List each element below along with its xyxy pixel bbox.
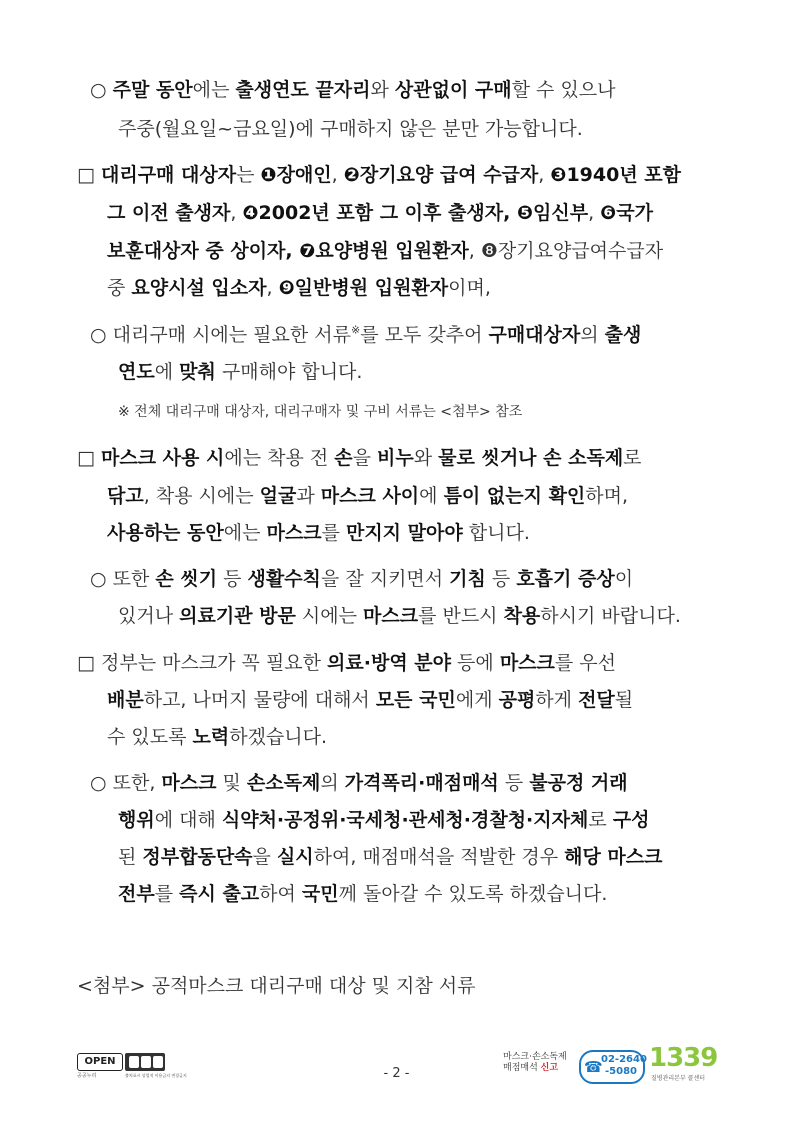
text-run: 께 돌아갈 수 있도록 하겠습니다. [338,883,608,905]
text-line [118,115,583,143]
text-run: 을 [252,846,277,868]
text-run: ※ [351,323,361,337]
text-line [118,358,362,386]
bold-text: 정부합동단속 [142,846,253,868]
bold-text: 가격폭리·매점매석 [344,772,499,794]
bold-text: 물로 씻거나 손 소독제 [438,447,624,469]
text-run: 에는 [192,79,236,101]
text-line [77,444,642,472]
bold-text: 마스크 [363,605,419,627]
open-label: OPEN [77,1053,123,1071]
text-run: ○ 또한, [90,772,162,794]
text-line [90,769,628,797]
bold-text: 마스크 [266,522,322,544]
text-line [77,161,681,189]
text-run: 등 [485,568,517,590]
text-run: □ [77,164,101,186]
text-run: 하며, [585,485,629,507]
bold-text: 손 씻기 [155,568,218,590]
text-run: 는 [236,164,261,186]
bold-text: 손 [334,447,353,469]
bold-text: 마스크 [161,772,217,794]
bold-text: 기침 [449,568,486,590]
bold-text: 틈이 없는지 확인 [443,485,586,507]
bold-text: 해당 마스크 [564,846,663,868]
text-line [90,76,616,104]
text-line [107,274,491,302]
bold-text: 손소독제 [246,772,321,794]
text-run: 등 [498,772,530,794]
phone-badge [579,1050,645,1084]
report-line-2 [503,1063,558,1074]
text-run: 의 [580,324,605,346]
bold-text: 실시 [276,846,314,868]
text-line [107,723,327,751]
text-line [118,806,649,834]
text-line [107,199,653,227]
text-run: 로 [588,809,613,831]
bold-text: 대리구매 대상자 [101,164,237,186]
text-run: 하고, 나머지 물량에 대해서 [143,689,376,711]
bold-text: 사용하는 동안 [107,522,224,544]
text-run: 수 있도록 [107,726,193,748]
bold-text: 닦고 [107,485,144,507]
bold-text: 주말 동안 [112,79,193,101]
text-run: 할 수 있으나 [511,79,616,101]
phone-number-2: -5080 [605,1066,637,1077]
text-line [118,880,607,908]
bold-text: 출생 [604,324,642,346]
text-run: 와 [370,79,395,101]
text-line [107,237,663,265]
text-run: 및 [216,772,247,794]
text-run: 에는 착용 전 [224,447,335,469]
report-word: 신고 [540,1063,559,1073]
open-sub-label: 공공누리 [77,1073,97,1079]
bold-text: 노력 [192,726,230,748]
bold-text: ❹2002년 포함 그 이후 출생자, ❺임신부 [242,202,589,224]
text-line [118,602,681,630]
text-run: 을 잘 지키면서 [320,568,450,590]
text-run: 하여 [259,883,302,905]
text-line [77,649,616,677]
bold-text: 호흡기 증상 [516,568,615,590]
footnote: ※ 전체 대리구매 대상자, 대리구매자 및 구비 서류는 <첨부> 참조 [118,404,523,420]
bold-text: 마스크 사이 [320,485,420,507]
text-run: 이며, [448,277,491,299]
text-run: 에 대해 [154,809,222,831]
text-run: 과 [296,485,321,507]
bold-text: 요양시설 입소자 [131,277,267,299]
bold-text: 국민 [301,883,339,905]
bold-text: 의료기관 방문 [179,605,296,627]
text-run: , 착용 시에는 [143,485,260,507]
text-run: ○ 또한 [90,568,156,590]
text-line [90,565,633,593]
bold-text: 맞춰 [179,361,216,383]
bold-text: 행위 [118,809,155,831]
bold-text: 불공정 거래 [529,772,628,794]
bold-text: 상관없이 구매 [394,79,512,101]
text-run: 중 [107,277,132,299]
text-run: , [331,164,344,186]
report-line-1: 마스크·손소독제 [503,1052,567,1062]
text-run: 등에 [451,652,500,674]
text-run: 의 [320,772,345,794]
text-run: 를 [154,883,180,905]
license-sub-label: 출처표시 상업적 이용금지 변경금지 [125,1073,187,1078]
text-line [118,843,663,871]
text-run: 합니다. [462,522,530,544]
text-run: 하여, 매점매석을 적발한 경우 [313,846,565,868]
text-line [107,686,633,714]
text-run: 를 우선 [554,652,616,674]
text-run: 구매해야 합니다. [215,361,363,383]
bold-text: 생활수칙 [247,568,321,590]
hotline-number: 1339 [649,1043,718,1073]
text-run: ○ 대리구매 시에는 필요한 서류 [90,324,351,346]
bold-text: 마스크 [499,652,555,674]
attachment-line: <첨부> 공적마스크 대리구매 대상 및 지참 서류 [77,975,476,997]
text-run: 등 [217,568,248,590]
bold-text: 전달 [578,689,615,711]
bold-text: 모든 국민 [375,689,456,711]
hotline-sub: 질병관리본부 콜센터 [651,1075,706,1082]
text-run: 있거나 [118,605,180,627]
text-run: 로 [623,447,642,469]
text-run: 하게 [535,689,579,711]
text-run: 을 [352,447,378,469]
bold-text: 보훈대상자 중 상이자, ❼요양병원 입원환자 [107,240,469,262]
bold-text: 출생연도 끝자리 [235,79,371,101]
text-run: 에 [154,361,180,383]
text-run: , [588,202,601,224]
text-run: 를 모두 갖추어 [360,324,489,346]
bold-text: 구성 [612,809,650,831]
phone-icon: ☎ [584,1058,603,1076]
bold-text: ❸1940년 포함 [550,164,682,186]
bold-text: ❶장애인 [260,164,332,186]
bold-text: 식약처·공정위·국세청·관세청·경찰청·지자체 [221,809,589,831]
text-run: 와 [413,447,439,469]
text-run: 될 [614,689,634,711]
text-run: 시에는 [295,605,364,627]
bold-text: 배분 [107,689,144,711]
text-run: , ❽장기요양급여수급자 [468,240,664,262]
bold-text: 즉시 출고 [179,883,260,905]
text-run: □ [77,447,101,469]
text-run: 이 [614,568,634,590]
text-run: ○ [90,79,113,101]
phone-number-1: 02-2640 [601,1054,647,1065]
text-run: , [230,202,243,224]
report-line-2a: 매점매석 [503,1063,541,1073]
bold-text: ❻국가 [600,202,653,224]
bold-text: ❾일반병원 입원환자 [278,277,449,299]
text-run: 주중(월요일~금요일)에 구매하지 않은 분만 가능합니다. [118,118,583,140]
bold-text: 전부 [118,883,155,905]
text-line [90,321,641,349]
bold-text: 비누 [377,447,414,469]
text-run: □ 정부는 마스크가 꼭 필요한 [77,652,328,674]
page-number: - 2 - [383,1066,410,1081]
bold-text: 구매대상자 [488,324,581,346]
text-line [107,519,530,547]
text-run: 하겠습니다. [229,726,328,748]
text-run: 를 반드시 [418,605,504,627]
text-run: 하시기 바랍니다. [540,605,681,627]
bold-text: 그 이전 출생자 [107,202,231,224]
bold-text: 연도 [118,361,155,383]
text-run: 에는 [223,522,267,544]
text-run: 에게 [455,689,499,711]
bold-text: ❷장기요양 급여 수급자 [343,164,539,186]
text-line [107,482,628,510]
text-run: , [266,277,279,299]
bold-text: 의료·방역 분야 [327,652,452,674]
text-run: 를 [321,522,346,544]
text-run: 된 [118,846,143,868]
report-banner [503,1050,647,1082]
text-run: 에 [419,485,444,507]
text-run: , [538,164,551,186]
bold-text: 마스크 사용 시 [101,447,225,469]
hotline-logo [649,1044,719,1084]
bold-text: 공평 [498,689,536,711]
bold-text: 착용 [503,605,541,627]
bold-text: 얼굴 [259,485,297,507]
bold-text: 만지지 말아야 [345,522,463,544]
